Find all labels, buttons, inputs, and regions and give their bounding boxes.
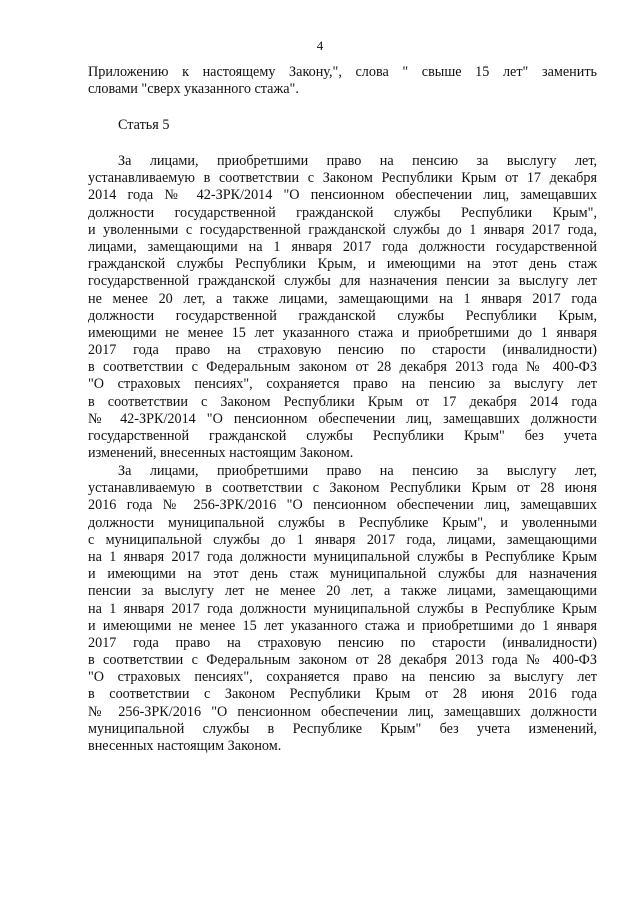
- text-line: изменений, внесенных настоящим Законом.: [88, 445, 354, 462]
- text-line: устанавливаемую в соответствии с Законом Республики Крым от 28 июня: [88, 480, 597, 497]
- text-line: в соответствии с Законом Республики Крым от 28 июня 2016 года: [88, 686, 597, 703]
- text-line: словами "сверх указанного стажа".: [88, 81, 299, 98]
- text-line: внесенных настоящим Законом.: [88, 738, 282, 754]
- text-line: государственной гражданской службы Республики Крым" без учета: [88, 428, 597, 444]
- text-line: "О страховых пенсиях", сохраняется право на пенсию за выслугу лет: [88, 376, 597, 393]
- text-line: на 1 января 2017 года должности муниципальной службы в Республике Крым: [88, 600, 597, 617]
- text-line: в соответствии с Федеральным законом от 28 декабря 2013 года № 400-ФЗ: [88, 359, 597, 376]
- text-line: 2017 года право на страховую пенсию по старости (инвалидности): [88, 634, 597, 651]
- text-line: лицами, замещающими на 1 января 2017 года должности государственной: [88, 238, 597, 255]
- text-line: должности государственной гражданской службы Республики Крым",: [88, 204, 597, 221]
- text-line: гражданской службы Республики Крым, и имеющими на этот день стаж: [88, 256, 597, 273]
- text-line: устанавливаемую в соответствии с Законом Республики Крым от 17 декабря: [88, 170, 597, 187]
- text-line: в соответствии с Федеральным законом от 28 декабря 2013 года № 400-ФЗ: [88, 652, 597, 669]
- text-line: За лицами, приобретшими право на пенсию за выслугу лет,: [118, 463, 597, 479]
- article-heading: Статья 5: [118, 117, 170, 133]
- text-line: в соответствии с Законом Республики Крым от 17 декабря 2014 года: [88, 393, 597, 410]
- intro-paragraph: [88, 64, 597, 98]
- text-line: "О страховых пенсиях", сохраняется право на пенсию за выслугу лет: [88, 669, 597, 686]
- text-line: имеющими не менее 15 лет указанного стажа и приобретшими до 1 января: [88, 324, 597, 341]
- text-line: и уволенными с государственной гражданской службы до 1 января 2017 года,: [88, 221, 597, 238]
- text-line: должности государственной гражданской службы Республики Крым,: [88, 307, 597, 324]
- text-line: муниципальной службы в Республике Крым" без учета изменений,: [88, 720, 597, 737]
- text-line: 2017 года право на страховую пенсию по старости (инвалидности): [88, 342, 597, 359]
- text-line: и имеющими на этот день стаж муниципальной службы для назначения: [88, 566, 597, 583]
- text-line: Приложению к настоящему Закону,", слова " свыше 15 лет" заменить: [88, 64, 597, 80]
- text-line: № 42-ЗРК/2014 "О пенсионном обеспечении лиц, замещавших должности: [88, 410, 597, 427]
- page-number: 4: [316, 38, 324, 53]
- text-line: не менее 20 лет, а также лицами, замещающими на 1 января 2017 года: [88, 290, 597, 307]
- text-line: За лицами, приобретшими право на пенсию за выслугу лет,: [118, 153, 597, 169]
- text-line: 2016 года № 256-ЗРК/2016 "О пенсионном обеспечении лиц, замещавших: [88, 497, 597, 514]
- text-line: 2014 года № 42-ЗРК/2014 "О пенсионном обеспечении лиц, замещавших: [88, 187, 597, 204]
- paragraph-1: [88, 153, 597, 462]
- paragraph-2: [88, 463, 597, 755]
- text-line: на 1 января 2017 года должности муниципальной службы в Республике Крым: [88, 548, 597, 565]
- text-line: и имеющими не менее 15 лет указанного стажа и приобретшими до 1 января: [88, 617, 597, 634]
- text-line: пенсии за выслугу лет не менее 20 лет, а также лицами, замещающими: [88, 583, 597, 600]
- text-line: государственной гражданской службы для назначения пенсии за выслугу лет: [88, 273, 597, 290]
- text-line: № 256-ЗРК/2016 "О пенсионном обеспечении лиц, замещавших должности: [88, 703, 597, 720]
- text-line: с муниципальной службы до 1 января 2017 года, лицами, замещающими: [88, 531, 597, 548]
- text-line: должности муниципальной службы в Республике Крым", и уволенными: [88, 514, 597, 531]
